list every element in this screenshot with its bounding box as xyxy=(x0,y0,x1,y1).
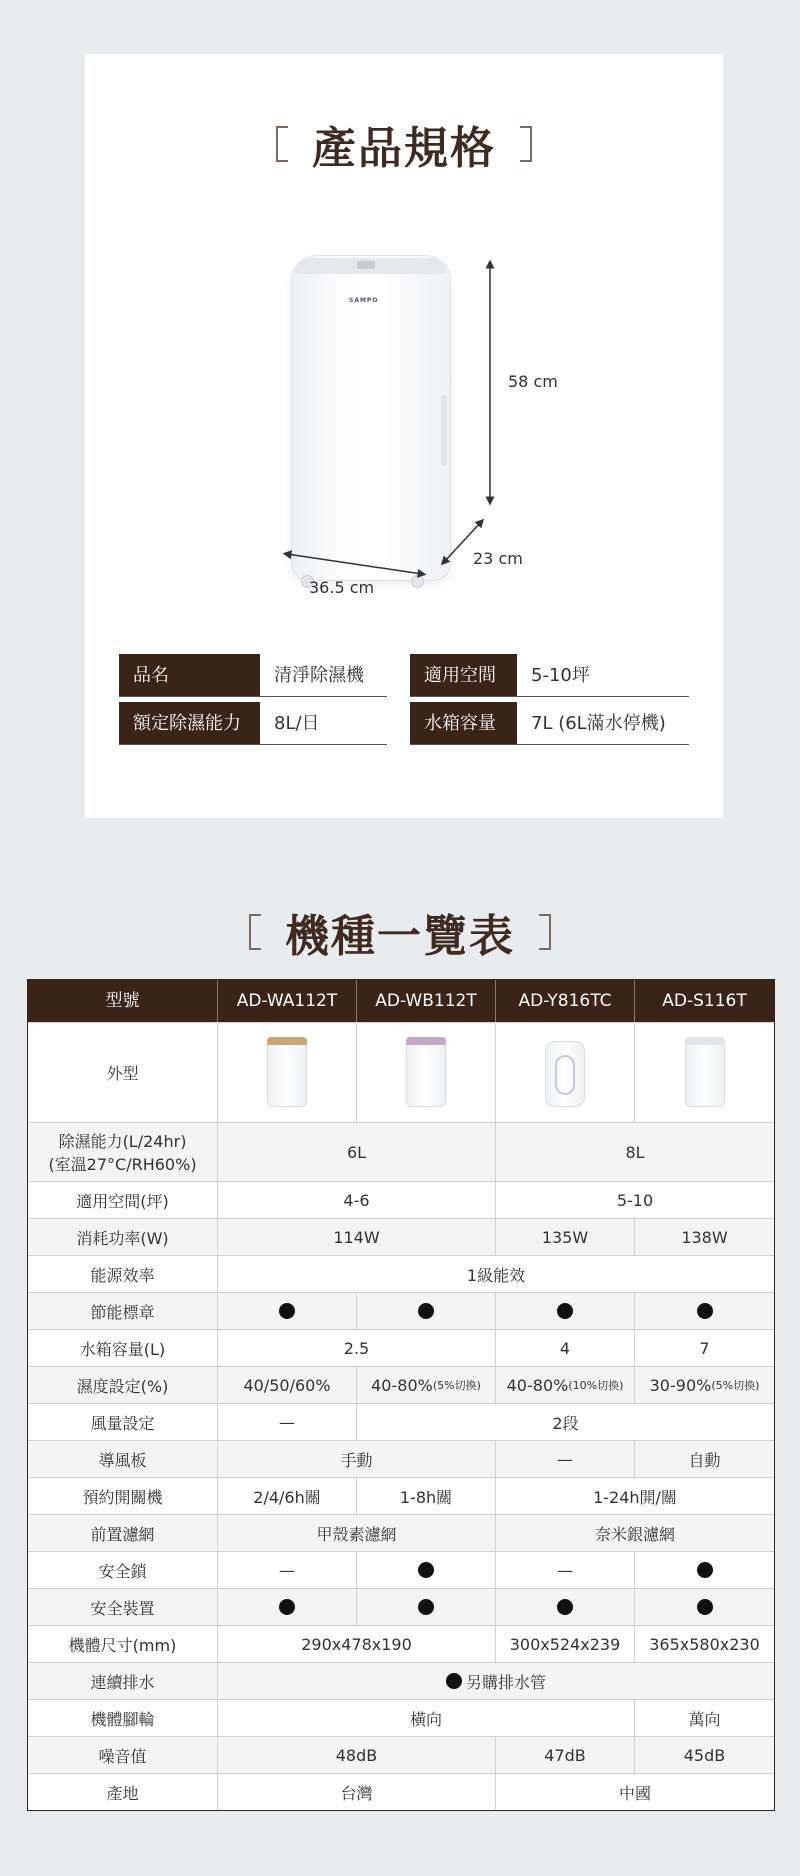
cell-value-note: (5%切換) xyxy=(432,1379,481,1392)
spec-row-tank xyxy=(410,702,689,745)
cell-value: 114W xyxy=(217,1219,495,1255)
cell-value xyxy=(634,1367,774,1403)
cell-value: 2/4/6h關 xyxy=(217,1478,356,1514)
cell-value: 1-8h關 xyxy=(356,1478,495,1514)
width-dimension: 36.5 cm xyxy=(309,578,375,597)
cell-value-text: 另購排水管 xyxy=(465,1672,546,1692)
bullet-icon xyxy=(418,1303,434,1319)
cell-value: 橫向 xyxy=(217,1700,634,1736)
model-2-thumbnail xyxy=(356,1023,495,1122)
cell-value: 5-10 xyxy=(495,1182,774,1218)
table-row-timer xyxy=(28,1477,774,1514)
cell-value: 290x478x190 xyxy=(217,1626,495,1662)
cell-value: 300x524x239 xyxy=(495,1626,634,1662)
model-title-text: 機種一覽表 xyxy=(285,911,515,962)
spec-value: 清淨除濕機 xyxy=(274,665,364,686)
row-label: 水箱容量(L) xyxy=(79,1339,166,1359)
row-label: 安全裝置 xyxy=(90,1598,155,1618)
bullet-icon xyxy=(557,1599,573,1615)
cell-value xyxy=(356,1367,495,1403)
table-row-origin xyxy=(28,1773,774,1810)
spec-row-space xyxy=(410,654,689,697)
table-row-energy-label xyxy=(28,1292,774,1329)
cell-value: 7 xyxy=(634,1330,774,1366)
cell-value: 1級能效 xyxy=(217,1256,774,1292)
cell-value: 台灣 xyxy=(217,1774,495,1810)
cell-dot xyxy=(634,1293,774,1329)
cell-value: — xyxy=(495,1552,634,1588)
cell-value-note: (5%切換) xyxy=(711,1379,760,1392)
bullet-icon xyxy=(697,1599,713,1615)
height-dimension: 58 cm xyxy=(508,372,558,391)
cell-value: 4-6 xyxy=(217,1182,495,1218)
cell-value: 48dB xyxy=(217,1737,495,1773)
cell-value xyxy=(217,1663,774,1699)
cell-dot xyxy=(356,1552,495,1588)
table-header xyxy=(28,980,774,1022)
spec-row-name xyxy=(119,654,387,697)
model-section-title xyxy=(0,900,800,964)
row-label: 產地 xyxy=(106,1783,139,1803)
table-row-drain xyxy=(28,1662,774,1699)
product-brand: SAMPO xyxy=(349,297,379,304)
spec-value: 5-10坪 xyxy=(531,665,590,686)
table-row-airflow xyxy=(28,1403,774,1440)
right-bracket-icon xyxy=(539,914,551,950)
model-3-thumbnail xyxy=(495,1023,634,1122)
cell-value: 2段 xyxy=(356,1404,774,1440)
row-label: 導風板 xyxy=(98,1450,147,1470)
spec-value: 8L/日 xyxy=(274,713,320,734)
spec-label: 額定除濕能力 xyxy=(119,702,260,744)
table-row-efficiency xyxy=(28,1255,774,1292)
table-row-humidity xyxy=(28,1366,774,1403)
header-model-label: 型號 xyxy=(105,991,140,1011)
cell-value-main: 40-80% xyxy=(371,1375,433,1395)
bullet-icon xyxy=(697,1303,713,1319)
cell-value: 365x580x230 xyxy=(634,1626,774,1662)
cell-dot xyxy=(356,1589,495,1625)
row-label: 噪音值 xyxy=(98,1746,147,1766)
row-label xyxy=(28,1123,217,1181)
cell-dot xyxy=(356,1293,495,1329)
cell-value: 138W xyxy=(634,1219,774,1255)
cell-dot xyxy=(217,1589,356,1625)
cell-value: 奈米銀濾網 xyxy=(495,1515,774,1551)
table-row-wheels xyxy=(28,1699,774,1736)
cell-value xyxy=(495,1367,634,1403)
spec-value: 7L (6L滿水停機) xyxy=(531,713,666,734)
table-row-safety xyxy=(28,1588,774,1625)
table-row-appearance xyxy=(28,1022,774,1122)
cell-dot xyxy=(495,1293,634,1329)
model-4-thumbnail xyxy=(634,1023,774,1122)
row-label: 適用空間(坪) xyxy=(76,1191,169,1211)
row-label: 機體尺寸(mm) xyxy=(68,1635,177,1655)
bullet-icon xyxy=(418,1599,434,1615)
row-label: 預約開關機 xyxy=(82,1487,163,1507)
row-label-line2: (室溫27°C/RH60%) xyxy=(48,1155,197,1174)
cell-dot xyxy=(217,1293,356,1329)
cell-value: 8L xyxy=(495,1123,774,1181)
cell-value: 萬向 xyxy=(634,1700,774,1736)
spec-label: 品名 xyxy=(119,654,260,696)
row-label: 前置濾網 xyxy=(90,1524,155,1544)
model-1-thumbnail xyxy=(217,1023,356,1122)
cell-dot xyxy=(634,1589,774,1625)
bullet-icon xyxy=(697,1562,713,1578)
depth-dimension: 23 cm xyxy=(473,549,523,568)
row-label: 風量設定 xyxy=(90,1413,155,1433)
table-row-filter xyxy=(28,1514,774,1551)
cell-value: 45dB xyxy=(634,1737,774,1773)
row-label: 連續排水 xyxy=(90,1672,155,1692)
header-model-4: AD-S116T xyxy=(634,980,774,1022)
bullet-icon xyxy=(557,1303,573,1319)
row-label: 節能標章 xyxy=(90,1302,155,1322)
cell-value-main: 30-90% xyxy=(649,1375,712,1395)
cell-value: 2.5 xyxy=(217,1330,495,1366)
table-row-size xyxy=(28,1625,774,1662)
spec-label: 水箱容量 xyxy=(410,702,517,744)
cell-dot xyxy=(634,1552,774,1588)
left-bracket-icon xyxy=(249,914,261,950)
table-row-space xyxy=(28,1181,774,1218)
spec-row-capacity xyxy=(119,702,387,745)
spec-card xyxy=(85,54,723,818)
cell-value: — xyxy=(217,1404,356,1440)
cell-value: 135W xyxy=(495,1219,634,1255)
bullet-icon xyxy=(279,1303,295,1319)
cell-value: 4 xyxy=(495,1330,634,1366)
bullet-icon xyxy=(446,1673,462,1689)
row-label: 濕度設定(%) xyxy=(76,1376,169,1396)
cell-value: 手動 xyxy=(217,1441,495,1477)
table-row-noise xyxy=(28,1736,774,1773)
cell-value: 40/50/60% xyxy=(217,1367,356,1403)
spec-title-text: 產品規格 xyxy=(312,123,496,174)
table-row-louver xyxy=(28,1440,774,1477)
header-model-3: AD-Y816TC xyxy=(495,980,634,1022)
header-model-2: AD-WB112T xyxy=(356,980,495,1022)
row-label: 機體腳輪 xyxy=(90,1709,155,1729)
cell-value: 自動 xyxy=(634,1441,774,1477)
table-row-capacity xyxy=(28,1122,774,1181)
row-label-line1: 除濕能力(L/24hr) xyxy=(58,1132,187,1151)
cell-value: 1-24h開/關 xyxy=(495,1478,774,1514)
cell-value: — xyxy=(217,1552,356,1588)
cell-value: 中國 xyxy=(495,1774,774,1810)
header-model-1: AD-WA112T xyxy=(217,980,356,1022)
cell-value: — xyxy=(495,1441,634,1477)
row-label: 外型 xyxy=(106,1064,139,1083)
row-label: 安全鎖 xyxy=(98,1561,147,1581)
bullet-icon xyxy=(418,1562,434,1578)
table-row-power xyxy=(28,1218,774,1255)
table-row-lock xyxy=(28,1551,774,1588)
row-label: 消耗功率(W) xyxy=(76,1228,169,1248)
bullet-icon xyxy=(279,1599,295,1615)
cell-value-note: (10%切換) xyxy=(568,1379,624,1392)
spec-label: 適用空間 xyxy=(410,654,517,696)
cell-value-main: 40-80% xyxy=(506,1375,569,1395)
cell-value: 甲殼素濾網 xyxy=(217,1515,495,1551)
cell-value: 6L xyxy=(217,1123,495,1181)
table-row-tank xyxy=(28,1329,774,1366)
model-comparison-table xyxy=(27,979,775,1811)
row-label: 能源效率 xyxy=(90,1265,155,1285)
cell-value: 47dB xyxy=(495,1737,634,1773)
cell-dot xyxy=(495,1589,634,1625)
